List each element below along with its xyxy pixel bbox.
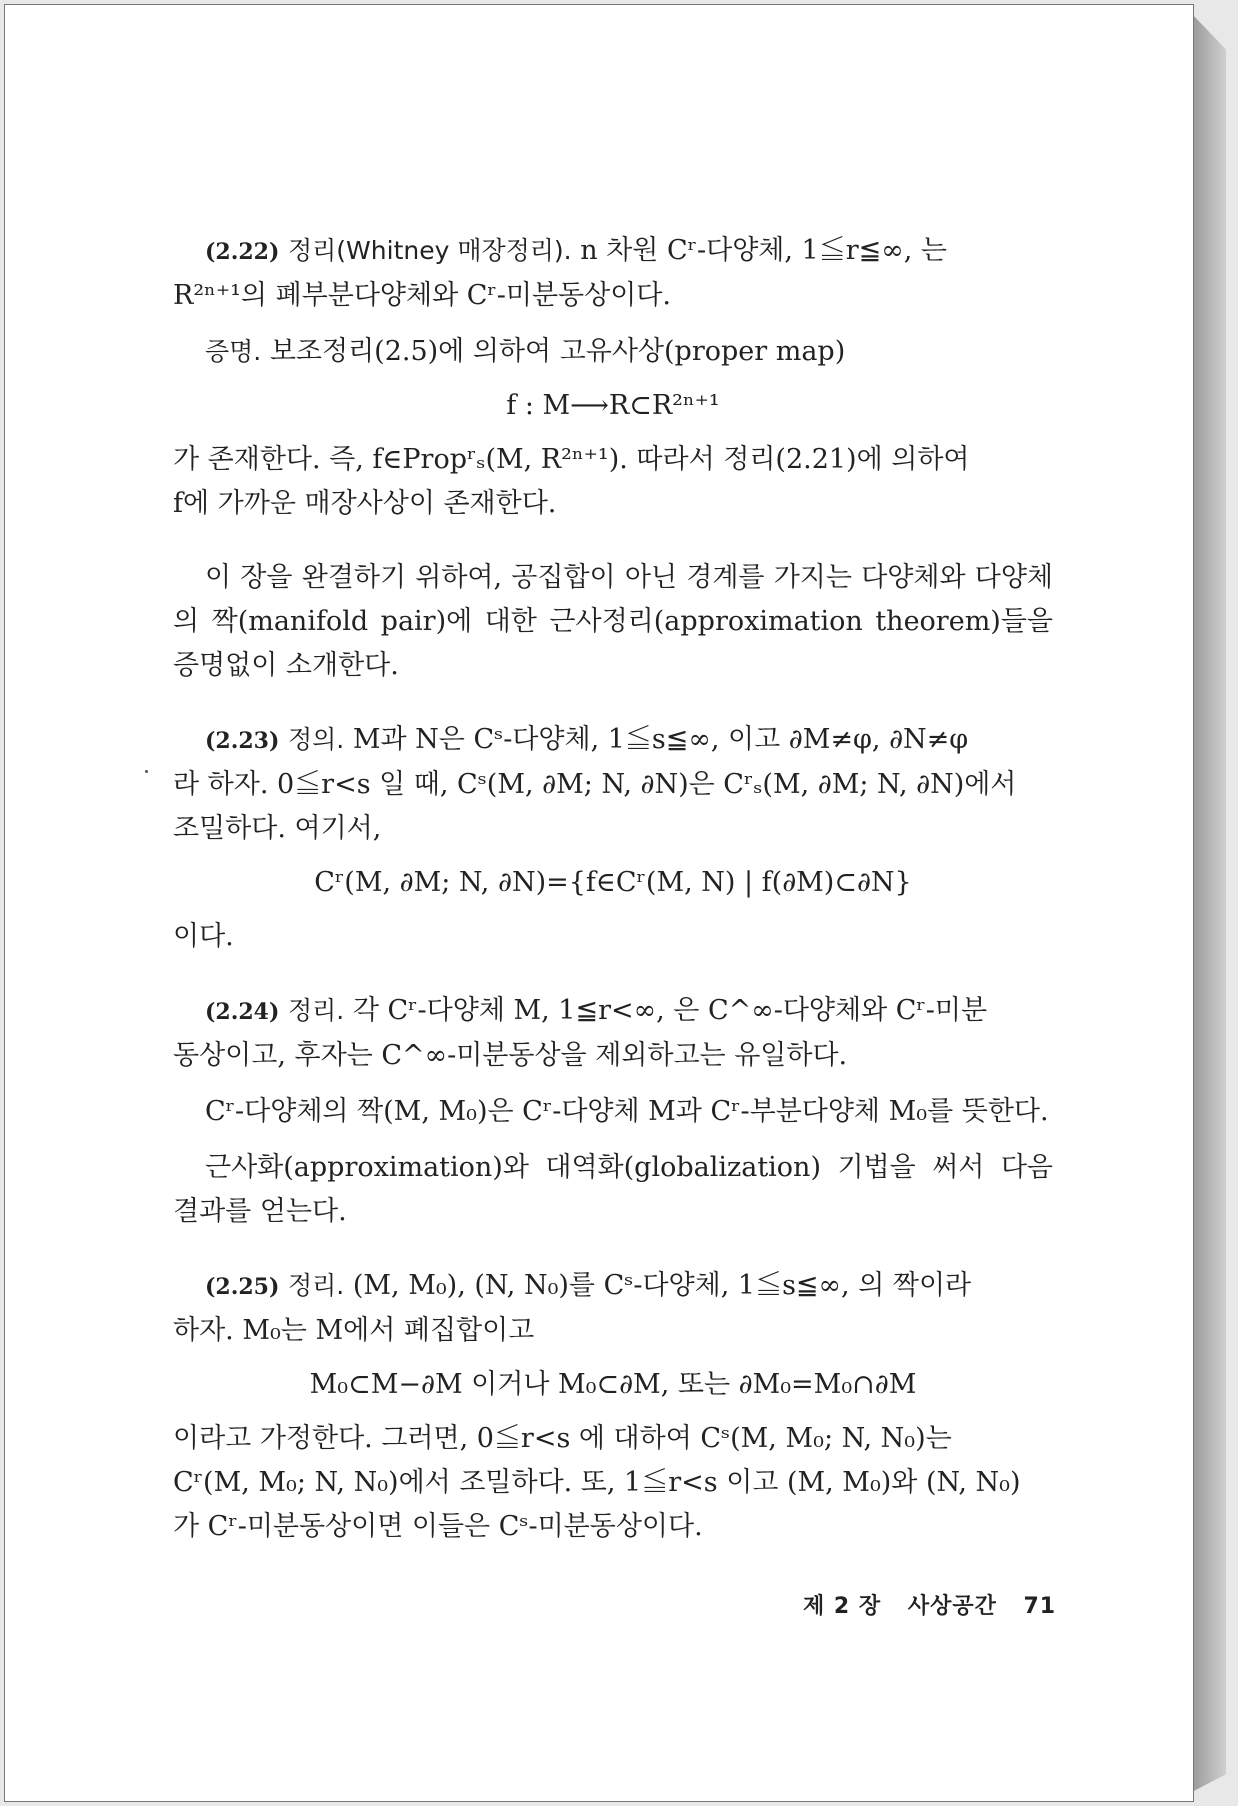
proof-formula: f : M⟶R⊂R²ⁿ⁺¹ (506, 390, 720, 421)
theorem-2-24 (173, 989, 1053, 1078)
definition-formula: Cʳ(M, ∂M; N, ∂N)={f∈Cʳ(M, N) | f(∂M)⊂∂N} (314, 867, 912, 898)
section-label: 사상공간 (907, 1594, 997, 1619)
page-edge-shadow (1192, 14, 1226, 1792)
approx-paragraph: 근사화(approximation)와 대역화(globalization) 기법을 써서 다음 결과를 얻는다. (173, 1152, 1053, 1227)
page-footer (785, 1589, 1056, 1620)
theorem-text: (M, M₀), (N, N₀)를 Cˢ-다양체, 1≦s≦∞, 의 짝이라 (352, 1270, 972, 1301)
theorem-text: R²ⁿ⁺¹의 폐부분다양체와 Cʳ-미분동상이다. (173, 280, 671, 311)
intro-paragraph: 이 장을 완결하기 위하여, 공집합이 아닌 경계를 가지는 다양체와 다양체의 짝(manifold pair)에 대한 근사정리(approximation theorem)들을 증명없이 소개한다. (173, 562, 1053, 681)
pair-paragraph: Cʳ-다양체의 짝(M, M₀)은 Cʳ-다양체 M과 Cʳ-부분다양체 M₀를 뜻한다. (205, 1096, 1049, 1127)
theorem-number: (2.24) (205, 999, 280, 1025)
definition-text: 라 하자. 0≦r<s 일 때, Cˢ(M, ∂M; N, ∂N)은 Cʳₛ(M, ∂M; N, ∂N)에서 (173, 769, 1017, 800)
theorem-formula: M₀⊂M−∂M 이거나 M₀⊂∂M, 또는 ∂M₀=M₀∩∂M (309, 1369, 917, 1400)
page-number: 71 (1023, 1594, 1057, 1619)
definition-text: M과 N은 Cˢ-다양체, 1≦s≦∞, 이고 ∂M≠φ, ∂N≠φ (352, 724, 969, 755)
theorem-number: (2.25) (205, 1274, 280, 1300)
proof-text: 가 존재한다. 즉, f∈Propʳₛ(M, R²ⁿ⁺¹). 따라서 정리(2.21)에 의하여 (173, 444, 970, 475)
definition-text: 조밀하다. 여기서, (173, 813, 382, 844)
definition-2-23 (173, 718, 1053, 959)
definition-number: (2.23) (205, 728, 280, 754)
proof-label: 증명. (205, 337, 262, 366)
theorem-text: 하자. M₀는 M에서 폐집합이고 (173, 1315, 535, 1346)
chapter-label: 제 2 장 (803, 1594, 882, 1619)
theorem-text: n 차원 Cʳ-다양체, 1≦r≦∞, 는 (580, 235, 947, 266)
theorem-number: (2.22) (205, 239, 280, 265)
theorem-2-25 (173, 1264, 1053, 1549)
stray-dot (145, 770, 148, 773)
proof-text: 보조정리(2.5)에 의하여 고유사상(proper map) (269, 336, 846, 367)
proof (173, 330, 1053, 526)
theorem-text: Cʳ(M, M₀; N, N₀)에서 조밀하다. 또, 1≦r<s 이고 (M, M₀)와 (N, N₀) (173, 1467, 1021, 1498)
theorem-text: 가 Cʳ-미분동상이면 이들은 Cˢ-미분동상이다. (173, 1511, 703, 1542)
theorem-title: 정리. (288, 996, 345, 1025)
theorem-text: 각 Cʳ-다양체 M, 1≦r<∞, 은 C^∞-다양체와 Cʳ-미분 (352, 995, 988, 1026)
theorem-text: 동상이고, 후자는 C^∞-미분동상을 제외하고는 유일하다. (173, 1040, 848, 1071)
theorem-title: 정리(Whitney 매장정리). (288, 236, 572, 265)
definition-text: 이다. (173, 921, 234, 952)
theorem-text: 이라고 가정한다. 그러면, 0≦r<s 에 대하여 Cˢ(M, M₀; N, N₀)는 (173, 1423, 952, 1454)
page-content (173, 229, 1053, 1549)
theorem-title: 정리. (288, 1271, 345, 1300)
definition-title: 정의. (288, 725, 345, 754)
theorem-2-22 (173, 229, 1053, 318)
document-page (4, 4, 1194, 1802)
proof-text: f에 가까운 매장사상이 존재한다. (173, 488, 557, 519)
